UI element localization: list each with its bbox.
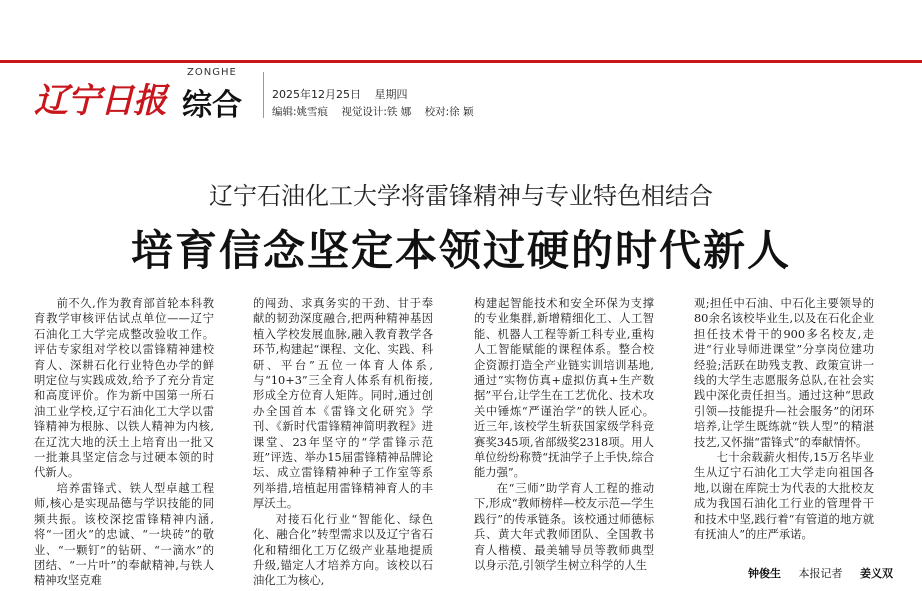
newspaper-logo: 辽宁日报 xyxy=(34,81,166,121)
article-column-3 xyxy=(474,296,654,573)
paragraph: 对接石化行业“智能化、绿色化、融合化”转型需求以及辽宁省石化和精细化工万亿级产业基地提质升级,锚定人才培养方向。该校以石油化工为核心, xyxy=(253,512,433,588)
masthead-divider xyxy=(263,72,264,118)
byline-reporter: 姜义双 xyxy=(860,567,893,580)
paragraph: 观;担任中石油、中石化主要领导的80余名该校毕业生,以及在石化企业担任技术骨干的900多名校友,走进“行业导师进课堂”分享岗位建功经验;活跃在助残支教、政策宣讲一线的大学生志愿服务总队,在社会实践中深化责任担当。通过这种“思政引领—技能提升—社会服务”的闭环培养,让学生既练就“铁人型”的精湛技艺,又怀揣“雷锋式”的奉献情怀。 xyxy=(694,297,874,449)
issue-date-line xyxy=(272,86,418,102)
paragraph: 前不久,作为教育部首轮本科教育教学审核评估试点单位——辽宁石油化工大学完成整改验收工作。评估专家组对学校以雷锋精神建校育人、深耕石化行业特色办学的鲜明定位与实践成效,给予了充分肯定和高度评价。作为新中国第一所石油工业学校,辽宁石油化工大学以雷锋精神为根脉、以铁人精神为内核,在辽沈大地的沃土上培育出一批又一批兼具坚定信念与过硬本领的时代新人。 xyxy=(34,297,214,480)
paragraph: 构建起智能技术和安全环保为支撑的专业集群,新增精细化工、人工智能、机器人工程等新工科专业,重构人工智能赋能的课程体系。整合校企资源打造全产业链实训培训基地,通过“实物仿真+虚拟仿真+生产数据”平台,让学生在工艺优化、技术攻关中锤炼“严谨治学”的铁人匠心。近三年,该校学生斩获国家级学科竞赛奖345项,省部级奖2318项。用人单位纷纷称赞“抚油学子上手快,综合能力强”。 xyxy=(474,297,654,480)
visual-credit: 视觉设计:铁 娜 xyxy=(341,106,412,118)
article-kicker: 辽宁石油化工大学将雷锋精神与专业特色相结合 xyxy=(209,182,713,210)
article-byline xyxy=(748,565,907,581)
issue-weekday: 星期四 xyxy=(374,88,408,101)
article-column-2 xyxy=(253,296,433,589)
byline-author: 钟俊生 xyxy=(748,567,781,580)
article-column-1 xyxy=(34,296,214,589)
byline-role: 本报记者 xyxy=(798,567,843,580)
paragraph: 七十余载薪火相传,15万名毕业生从辽宁石油化工大学走向祖国各地,以谢在库院士为代表的大批校友成为我国石油化工行业的管理骨干和技术中坚,践行着“有管道的地方就有抚油人”的庄严承诺。 xyxy=(694,451,874,542)
article-headline: 培育信念坚定本领过硬的时代新人 xyxy=(130,226,791,275)
issue-date: 2025年12月25日 xyxy=(272,88,361,101)
paragraph: 的闯劲、求真务实的干劲、甘于奉献的韧劲深度融合,把两种精神基因植入学校发展血脉,融入教育教学各环节,构建起“课程、文化、实践、科研、平台”五位一体育人体系,与“10+3”三全育人体系有机衔接,形成全方位育人矩阵。同时,通过创办全国首本《雷锋文化研究》学刊、《新时代雷锋精神简明教程》进课堂、23年坚守的“学雷锋示范班”评选、举办15届雷锋精神品牌论坛、成立雷锋精神种子工作室等系列举措,培植起用雷锋精神育人的丰厚沃土。 xyxy=(253,297,433,511)
section-name-english: ZONGHE xyxy=(187,67,237,78)
paragraph: 在“三师”助学育人工程的推动下,形成“教师榜样—校友示范—学生践行”的传承链条。该校通过师德标兵、黄大年式教师团队、全国教书育人楷模、最美辅导员等教师典型以身示范,引领学生树立科学的人生 xyxy=(474,481,654,572)
paragraph: 培养雷锋式、铁人型卓越工程师,核心是实现品德与学识技能的同频共振。该校深挖雷锋精神内涵,将“一团火”的忠诚、“一块砖”的敬业、“一颗钉”的钻研、“一滴水”的团结、“一片叶”的奉献精神,与铁人精神攻坚克难 xyxy=(34,481,214,588)
staff-credits xyxy=(272,104,484,119)
editor-credit: 编辑:姚雪痕 xyxy=(272,106,329,118)
section-name: 综合 xyxy=(182,88,242,123)
proof-credit: 校对:徐 颖 xyxy=(424,106,474,118)
article-column-4 xyxy=(694,296,874,543)
masthead-red-rule xyxy=(0,60,922,63)
